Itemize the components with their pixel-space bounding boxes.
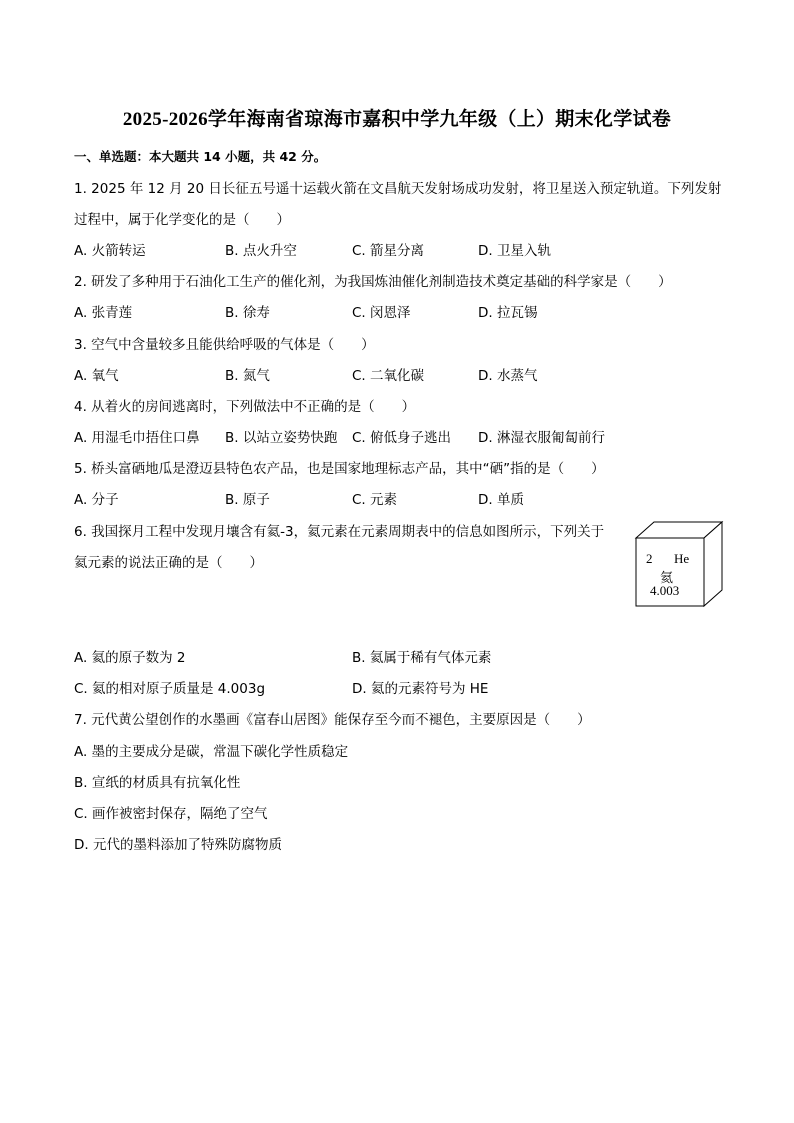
question-6-line-2: 氦元素的说法正确的是（ ） [74,555,263,571]
q4-option-d: D. 淋湿衣服匍匐前行 [478,430,605,446]
q3-option-b: B. 氮气 [225,368,270,384]
q6-option-c: C. 氦的相对原子质量是 4.003g [74,681,266,697]
q4-option-b: B. 以站立姿势快跑 [225,430,338,446]
q6-option-a: A. 氦的原子数为 2 [74,650,186,666]
q2-option-c: C. 闵恩泽 [352,305,411,321]
q3-option-c: C. 二氧化碳 [352,368,425,384]
q7-option-c: C. 画作被密封保存，隔绝了空气 [74,806,268,822]
q5-option-c: C. 元素 [352,492,398,508]
section-heading: 一、单选题：本大题共 14 小题，共 42 分。 [74,149,327,164]
q6-option-b: B. 氦属于稀有气体元素 [352,650,492,666]
question-1-line-1: 1. 2025 年 12 月 20 日长征五号遥十运载火箭在文昌航天发射场成功发射，将卫星送入预定轨道。下列发射 [74,181,722,197]
exam-title: 2025-2026学年海南省琼海市嘉积中学九年级（上）期末化学试卷 [122,109,672,130]
q3-option-a: A. 氧气 [74,368,119,384]
q7-option-b: B. 宣纸的材质具有抗氧化性 [74,775,241,791]
q4-option-c: C. 俯低身子逃出 [352,430,452,446]
element-symbol: He [674,551,690,566]
q2-option-b: B. 徐寿 [225,305,270,321]
q7-option-d: D. 元代的墨料添加了特殊防腐物质 [74,837,282,853]
q6-option-d: D. 氦的元素符号为 HE [352,681,489,697]
q5-option-a: A. 分子 [74,492,119,508]
question-4-line-1: 4. 从着火的房间逃离时，下列做法中不正确的是（ ） [74,399,416,415]
q1-option-a: A. 火箭转运 [74,243,146,259]
q4-option-a: A. 用湿毛巾捂住口鼻 [74,430,200,446]
element-name: 氦 [660,571,674,586]
q1-option-b: B. 点火升空 [225,243,297,259]
question-3-line-1: 3. 空气中含量较多且能供给呼吸的气体是（ ） [74,337,375,353]
question-1-line-2: 过程中，属于化学变化的是（ ） [74,212,290,228]
q2-option-d: D. 拉瓦锡 [478,305,538,321]
q3-option-d: D. 水蒸气 [478,368,538,384]
question-2-line-1: 2. 研发了多种用于石油化工生产的催化剂，为我国炼油催化剂制造技术奠定基础的科学家是（ ） [74,274,672,290]
question-5-line-1: 5. 桥头富硒地瓜是澄迈县特色农产品，也是国家地理标志产品，其中“硒”指的是（ ） [74,461,605,477]
atomic-number: 2 [646,551,653,566]
q1-option-d: D. 卫星入轨 [478,243,551,259]
helium-element-card [632,520,724,608]
question-7-line-1: 7. 元代黄公望创作的水墨画《富春山居图》能保存至今而不褪色，主要原因是（ ） [74,712,591,728]
question-6-line-1: 6. 我国探月工程中发现月壤含有氦-3，氦元素在元素周期表中的信息如图所示，下列关于 [74,524,605,540]
q5-option-d: D. 单质 [478,492,524,508]
q5-option-b: B. 原子 [225,492,270,508]
q1-option-c: C. 箭星分离 [352,243,425,259]
q7-option-a: A. 墨的主要成分是碳，常温下碳化学性质稳定 [74,744,349,760]
q2-option-a: A. 张青莲 [74,305,133,321]
atomic-mass: 4.003 [650,583,680,598]
